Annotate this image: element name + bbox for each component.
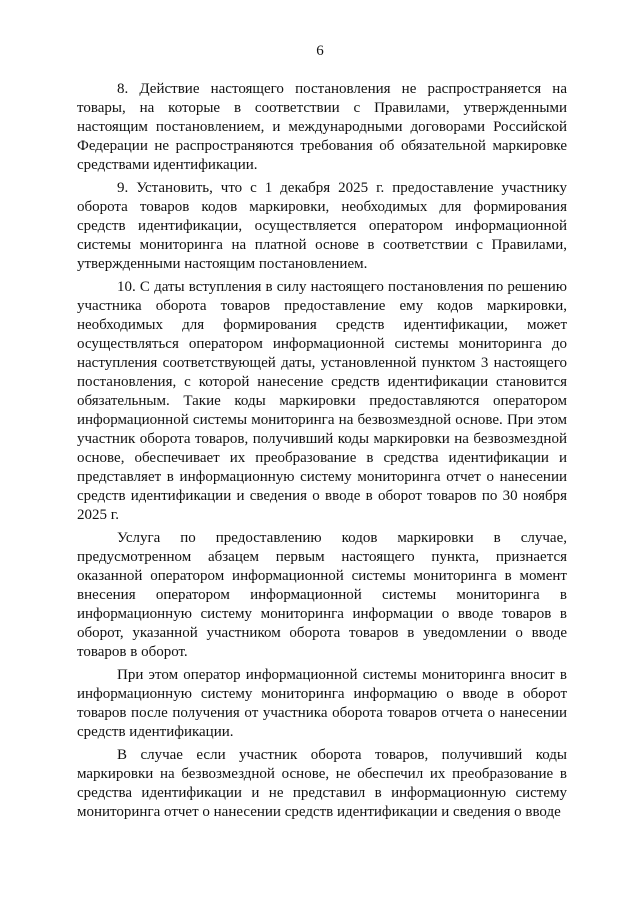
- paragraph-10: 10. С даты вступления в силу настоящего постановления по решению участника оборота товаров предоставление ему кодов маркировки, необходимых для формирования средств идентификации, может осуществляться оператором информационной системы мониторинга до наступления соответствующей даты, установленной пунктом 3 настоящего постановления, с которой нанесение средств идентификации становится обязательным. Такие коды маркировки предоставляются оператором информационной системы мониторинга на безвозмездной основе. При этом участник оборота товаров, получивший коды маркировки на безвозмездной основе, обеспечивает их преобразование в средства идентификации и представляет в информационную систему мониторинга отчет о нанесении средств идентификации и сведения о вводе в оборот товаров по 30 ноября 2025 г.: [77, 279, 567, 523]
- paragraph-service: Услуга по предоставлению кодов маркировки в случае, предусмотренном абзацем первым настоящего пункта, признается оказанной оператором информационной системы мониторинга в момент внесения оператором информационной системы мониторинга в информационную систему мониторинга информации о вводе товаров в оборот, указанной участником оборота товаров в уведомлении о вводе товаров в оборот.: [77, 530, 567, 660]
- paragraph-operator: При этом оператор информационной системы мониторинга вносит в информационную систему мониторинга информацию о вводе в оборот товаров после получения от участника оборота товаров отчета о нанесении средств идентификации.: [77, 667, 567, 740]
- document-body: [77, 80, 567, 826]
- page-number: 6: [316, 43, 324, 59]
- paragraph-case: В случае если участник оборота товаров, получивший коды маркировки на безвозмездной основе, не обеспечил их преобразование в средства идентификации и не представил в информационную систему мониторинга отчет о нанесении средств идентификации и сведения о вводе: [77, 747, 567, 820]
- paragraph-9: 9. Установить, что с 1 декабря 2025 г. предоставление участнику оборота товаров кодов маркировки, необходимых для формирования средств идентификации, осуществляется оператором информационной системы мониторинга на платной основе в соответствии с Правилами, утвержденными настоящим постановлением.: [77, 180, 567, 272]
- paragraph-8: 8. Действие настоящего постановления не распространяется на товары, на которые в соответствии с Правилами, утвержденными настоящим постановлением, и международными договорами Российской Федерации не распространяются требования об обязательной маркировке средствами идентификации.: [77, 81, 567, 173]
